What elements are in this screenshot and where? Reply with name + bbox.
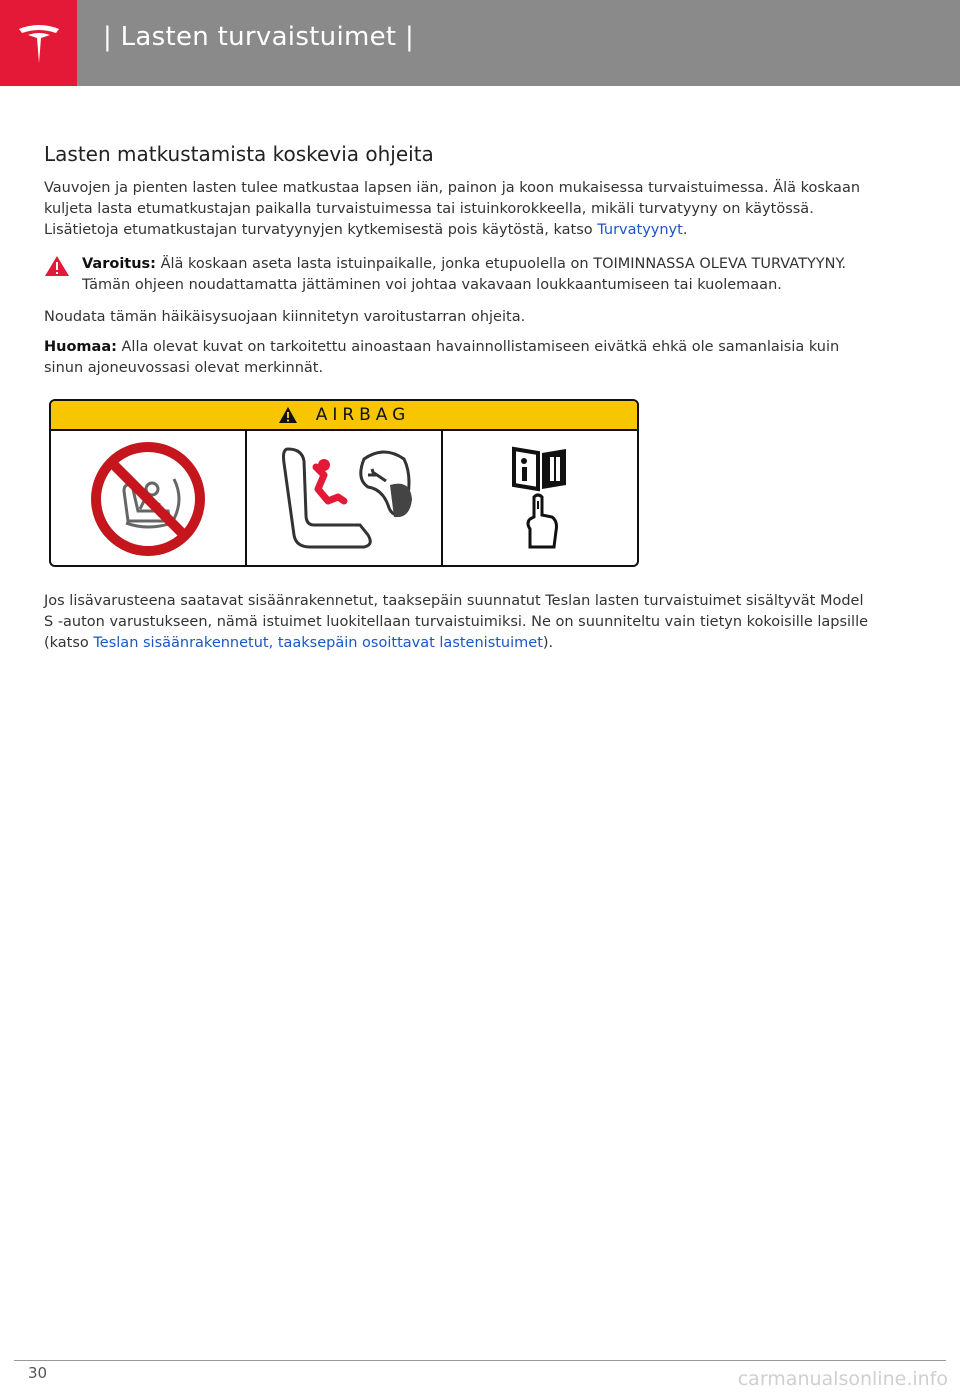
warning-triangle-icon bbox=[278, 406, 298, 424]
warning-triangle-icon bbox=[44, 255, 70, 277]
airbags-link[interactable]: Turvatyynyt bbox=[597, 222, 683, 238]
note-label: Huomaa: bbox=[44, 339, 117, 355]
intro-paragraph bbox=[44, 178, 874, 241]
sticker-instruction: Noudata tämän häikäisysuojaan kiinnitetyn varoitustarran ohjeita. bbox=[44, 309, 526, 325]
note-paragraph bbox=[44, 337, 874, 379]
warning-block bbox=[44, 254, 874, 296]
builtin-seats-end: ). bbox=[542, 635, 554, 651]
page-content bbox=[44, 142, 874, 654]
builtin-seats-link[interactable]: Teslan sisäänrakennetut, taaksepäin osoittavat lastenistuimet bbox=[93, 635, 543, 651]
panel-prohibition bbox=[51, 431, 247, 567]
warning-body: Älä koskaan aseta lasta istuinpaikalle, jonka etupuolella on TOIMINNASSA OLEVA TURVATYYNY. Tämän ohjeen noudattamatta jättäminen voi johtaa vakavaan loukkaantumiseen tai kuolemaan. bbox=[82, 256, 847, 293]
section-title: Lasten matkustamista koskevia ohjeita bbox=[44, 142, 434, 166]
builtin-seats-paragraph bbox=[44, 591, 874, 654]
header-title: | Lasten turvaistuimet | bbox=[103, 22, 415, 52]
builtin-seats-text: Jos lisävarusteena saatavat sisäänrakennetut, taaksepäin suunnatut Teslan lasten turvaistuimet sisältyvät Model S -auton varustukseen, nämä istuimet luokitellaan turvaistuimiksi. Ne on suunniteltu vain tietyn kokoisille lapsille (katso bbox=[44, 593, 869, 651]
tesla-logo bbox=[0, 0, 77, 86]
intro-end: . bbox=[682, 222, 688, 238]
page-number: 30 bbox=[28, 1364, 48, 1382]
panel-airbag-deploy bbox=[247, 431, 443, 567]
airbag-label-text: AIRBAG bbox=[315, 405, 411, 425]
intro-text: Vauvojen ja pienten lasten tulee matkustaa lapsen iän, painon ja koon mukaisessa turvaistuimessa. Älä koskaan kuljeta lasta etumatkustajan paikalla turvaistuimessa tai istuinkorokkeella, mikäli turvatyyny on käytössä. Lisätietoja etumatkustajan turvatyynyjen kytkemisestä pois käytöstä, katso bbox=[44, 180, 861, 238]
no-rear-facing-seat-icon bbox=[88, 439, 208, 559]
footer-divider bbox=[14, 1360, 946, 1361]
note-body: Alla olevat kuvat on tarkoitettu ainoastaan havainnollistamiseen eivätkä ehkä ole samanlaisia kuin sinun ajoneuvossasi olevat merkinnät. bbox=[44, 339, 840, 376]
airbag-label-bar bbox=[51, 401, 637, 431]
airbag-warning-label bbox=[49, 399, 639, 567]
tesla-logo-icon bbox=[15, 19, 63, 67]
airbag-deploy-icon bbox=[264, 439, 424, 559]
warning-text bbox=[82, 254, 874, 296]
warning-label: Varoitus: bbox=[82, 256, 156, 272]
read-manual-icon bbox=[500, 439, 580, 559]
airbag-label-panels bbox=[51, 431, 637, 567]
page-header bbox=[0, 0, 960, 86]
panel-read-manual bbox=[443, 431, 637, 567]
watermark: carmanualsonline.info bbox=[737, 1368, 948, 1390]
